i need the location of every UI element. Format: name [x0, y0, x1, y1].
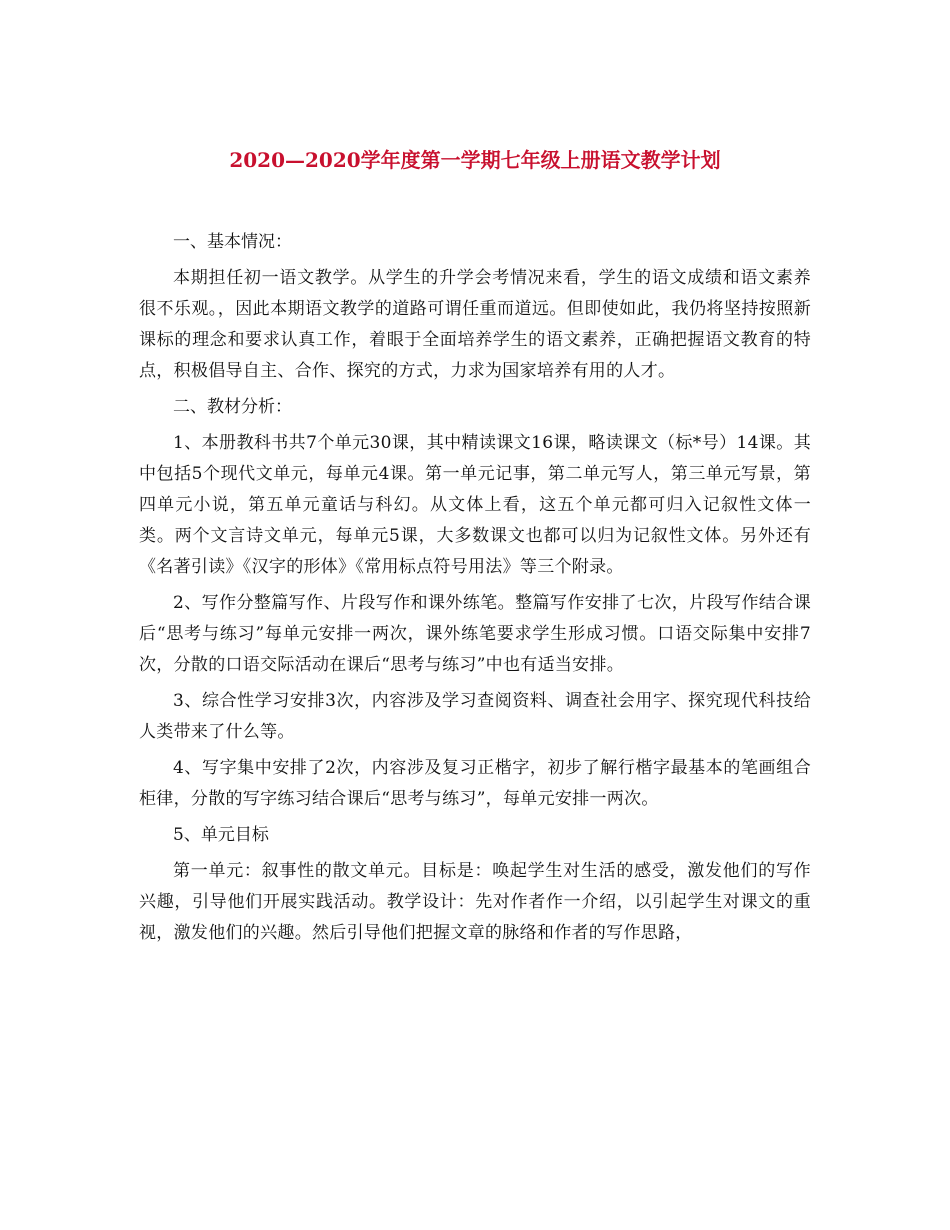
section-heading-unit-goals: 5、单元目标 — [173, 825, 269, 845]
document-body — [139, 227, 811, 954]
paragraph-basic-situation: 本期担任初一语文教学。从学生的升学会考情况来看，学生的语文成绩和语文素养很不乐观。，因此本期语文教学的道路可谓任重而道远。但即使如此，我仍将坚持按照新课标的理念和要求认真工作，着眼于全面培养学生的语文素养，正确把握语文教育的特点，积极倡导自主、合作、探究的方式，力求为国家培养有用的人才。 — [139, 268, 811, 381]
paragraph-unit-one: 第一单元：叙事性的散文单元。目标是：唤起学生对生活的感受，激发他们的写作兴趣，引导他们开展实践活动。教学设计：先对作者作一介绍，以引起学生对课文的重视，激发他们的兴趣。然后引导他们把握文章的脉络和作者的写作思路， — [139, 861, 811, 943]
paragraph-handwriting: 4、写字集中安排了2次，内容涉及复习正楷字，初步了解行楷字最基本的笔画组合柜律，分散的写字练习结合课后“思考与练习”，每单元安排一两次。 — [139, 758, 811, 809]
section-heading-basic-situation: 一、基本情况： — [173, 232, 292, 252]
paragraph-textbook-units: 1、本册教科书共7个单元30课，其中精读课文16课，略读课文（标*号）14课。其中包括5个现代文单元，每单元4课。第一单元记事，第二单元写人，第三单元写景，第四单元小说，第五单元童话与科幻。从文体上看，这五个单元都可归入记叙性文体一类。两个文言诗文单元，每单元5课，大多数课文也都可以归为记叙性文体。另外还有《名著引读》《汉字的形体》《常用标点符号用法》等三个附录。 — [139, 433, 811, 577]
document-title: 2020—2020学年度第一学期七年级上册语文教学计划 — [229, 148, 721, 172]
paragraph-comprehensive-learning: 3、综合性学习安排3次，内容涉及学习查阅资料、调查社会用字、探究现代科技给人类带来了什么等。 — [139, 691, 811, 742]
paragraph-writing: 2、写作分整篇写作、片段写作和课外练笔。整篇写作安排了七次，片段写作结合课后“思考与练习”每单元安排一两次，课外练笔要求学生形成习惯。口语交际集中安排7次，分散的口语交际活动在课后“思考与练习”中也有适当安排。 — [139, 593, 811, 675]
section-heading-textbook-analysis: 二、教材分析： — [173, 397, 292, 417]
